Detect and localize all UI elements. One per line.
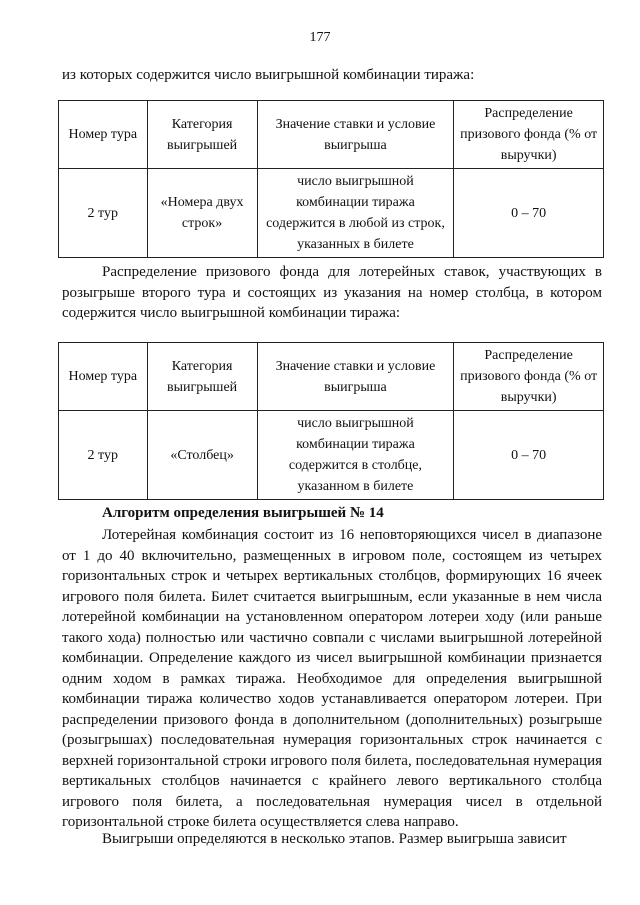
page-number: 177: [309, 30, 331, 45]
header-category: Категория выигрышей: [147, 343, 257, 411]
cell-category: «Столбец»: [147, 411, 257, 500]
header-tour-number: Номер тура: [59, 343, 148, 411]
header-prize-share: Распределение призового фонда (% от выручки): [454, 101, 604, 169]
header-bet-condition: Значение ставки и условие выигрыша: [257, 101, 454, 169]
header-tour-number: Номер тура: [59, 101, 148, 169]
paragraph-column-distribution: [62, 262, 602, 324]
cell-tour-number: 2 тур: [59, 169, 148, 258]
header-prize-share: Распределение призового фонда (% от выручки): [454, 343, 604, 411]
paragraph-text: Распределение призового фонда для лотерейных ставок, участвующих в розыгрыше второго тура и состоящих из указания на номер столбца, в котором содержится число выигрышной комбинации тиража:: [62, 264, 602, 321]
cell-bet-condition: число выигрышной комбинации тиража содержится в столбце, указанном в билете: [257, 411, 454, 500]
prize-distribution-table-column: [58, 342, 604, 500]
header-category: Категория выигрышей: [147, 101, 257, 169]
table-header-row: [59, 343, 604, 411]
cell-prize-share: 0 – 70: [454, 411, 604, 500]
section-heading: Алгоритм определения выигрышей № 14: [102, 505, 384, 521]
paragraph-algorithm: [62, 525, 602, 833]
prize-distribution-table-rows: [58, 100, 604, 258]
paragraph-text: Выигрыши определяются в несколько этапов. Размер выигрыша зависит: [102, 831, 567, 847]
table-row: [59, 169, 604, 258]
table-row: [59, 411, 604, 500]
cell-category: «Номера двух строк»: [147, 169, 257, 258]
paragraph-text: Лотерейная комбинация состоит из 16 неповторяющихся чисел в диапазоне от 1 до 40 включительно, размещенных в игровом поле, состоящем из четырех горизонтальных строк и четырех вертикальных столбцов, формирующих 16 ячеек игрового поля билета. Билет считается выигрышным, если указанные в нем числа лотерейной комбинации на установленном оператором лотереи ходу (или раньше такого хода) полностью или частично совпали с числами выигрышной лотерейной комбинации. Определение каждого из чисел выигрышной комбинации признается одним ходом в рамках тиража. Необходимое для определения выигрышной комбинации тиража количество ходов устанавливается оператором лотереи. При распределении призового фонда в дополнительном (дополнительных) розыгрыше (розыгрышах) последовательная нумерация горизонтальных строк начинается с верхней горизонтальной строки игрового поля билета, последовательная нумерация вертикальных столбцов начинается с крайнего левого вертикального столбца игрового поля билета, а последовательная нумерация чисел в отдельной горизонтальной строке билета осуществляется слева направо.: [62, 527, 602, 830]
header-bet-condition: Значение ставки и условие выигрыша: [257, 343, 454, 411]
cell-tour-number: 2 тур: [59, 411, 148, 500]
paragraph-stages: [62, 829, 602, 850]
cell-bet-condition: число выигрышной комбинации тиража содержится в любой из строк, указанных в билете: [257, 169, 454, 258]
intro-text: из которых содержится число выигрышной комбинации тиража:: [62, 67, 475, 83]
table-header-row: [59, 101, 604, 169]
cell-prize-share: 0 – 70: [454, 169, 604, 258]
